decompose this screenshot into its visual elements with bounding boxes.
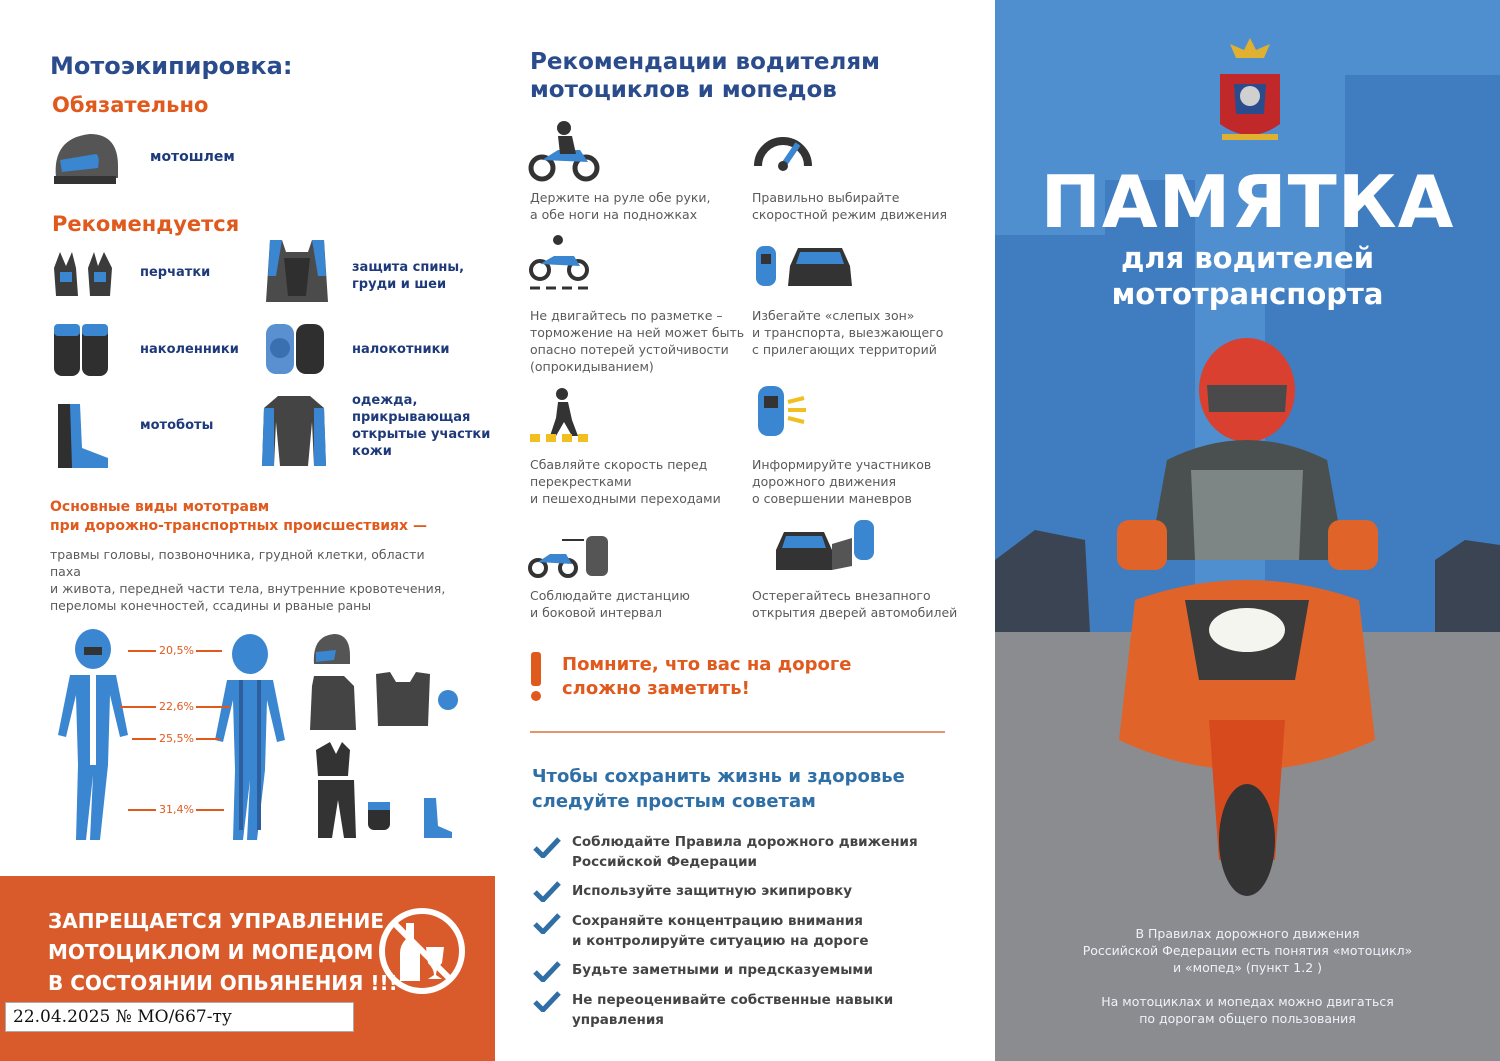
- gloves-label: перчатки: [140, 265, 211, 280]
- boots-label: мотоботы: [140, 418, 214, 433]
- remember-notice: Помните, что вас на дороге сложно заметить!: [562, 654, 852, 699]
- advice-item: Сохраняйте концентрацию внимания и контролируйте ситуацию на дороге: [572, 913, 869, 949]
- tip-hands: Держите на руле обе руки, а обе ноги на подножках: [530, 190, 711, 222]
- check-icon: [532, 912, 562, 934]
- advice-item: Будьте заметными и предсказуемыми: [572, 962, 873, 978]
- recommendations-title: Рекомендации водителям мотоциклов и мопедов: [530, 49, 880, 103]
- tip-speed: Правильно выбирайте скоростной режим движения: [752, 190, 948, 222]
- boots-icon: [50, 400, 112, 472]
- check-icon: [532, 960, 562, 982]
- mandatory-heading: Обязательно: [52, 93, 209, 117]
- knee-pads-label: наколенники: [140, 342, 239, 357]
- elbow-pads-icon: [262, 318, 328, 380]
- advice-item: Используйте защитную экипировку: [572, 883, 853, 899]
- injuries-title: Основные виды мототравм при дорожно-транспортных происшествиях —: [50, 499, 427, 534]
- pct-arrow: [120, 706, 156, 708]
- check-icon: [532, 880, 562, 902]
- advice-title: Чтобы сохранить жизнь и здоровье следуйте простым советам: [532, 766, 905, 812]
- helmet-icon: [50, 128, 122, 188]
- equipment-title: Мотоэкипировка:: [50, 52, 293, 80]
- advice-item: Не переоценивайте собственные навыки управления: [572, 992, 894, 1028]
- exclamation-icon: [526, 650, 546, 702]
- cover-info: В Правилах дорожного движения Российской Федерации есть понятия «мотоцикл» и «мопед» (пункт 1.2 ) На мотоциклах и мопедах можно двигаться по дорогам общего пользования: [1082, 926, 1413, 1026]
- rider-figure-front: [48, 625, 138, 847]
- pct-arrow: [196, 706, 230, 708]
- pct-torso: 25,5%: [159, 732, 194, 745]
- pct-arrow: [128, 650, 156, 652]
- pct-head: 20,5%: [159, 644, 194, 657]
- no-alcohol-icon: [376, 905, 468, 997]
- helmet-label: мотошлем: [150, 149, 235, 165]
- pedestrian-crossing-icon: [528, 386, 590, 444]
- tip-distance: Соблюдайте дистанцию и боковой интервал: [530, 588, 690, 620]
- document-stamp: 22.04.2025 № МО/667-ту: [5, 1002, 354, 1032]
- cover-subtitle: для водителей мототранспорта: [1111, 241, 1384, 311]
- ban-text: ЗАПРЕЩАЕТСЯ УПРАВЛЕНИЕ МОТОЦИКЛОМ И МОПЕДОМ В СОСТОЯНИИ ОПЬЯНЕНИЯ !!!: [48, 909, 398, 995]
- check-icon: [532, 990, 562, 1012]
- pct-arrow: [196, 738, 220, 740]
- distance-icon: [528, 530, 610, 578]
- pct-legs: 31,4%: [159, 803, 194, 816]
- police-emblem-icon: [1214, 34, 1286, 148]
- advice-item: Соблюдайте Правила дорожного движения Российской Федерации: [572, 834, 918, 870]
- tip-crossings: Сбавляйте скорость перед перекрестками и пешеходными переходами: [530, 457, 721, 506]
- car-door-icon: [772, 514, 880, 574]
- clothing-label: одежда, прикрывающая открытые участки кожи: [352, 393, 491, 459]
- motorcyclist-icon: [528, 120, 600, 182]
- injuries-text: травмы головы, позвоночника, грудной клетки, области паха и живота, передней части тела, внутренние кровотечения, переломы конечностей, ссадины и рваные раны: [50, 547, 446, 613]
- speedometer-icon: [752, 122, 814, 172]
- tip-doors: Остерегайтесь внезапного открытия дверей автомобилей: [752, 588, 958, 620]
- gloves-icon: [50, 248, 118, 300]
- pct-arrow: [196, 809, 224, 811]
- cover-title: ПАМЯТКА: [1040, 160, 1455, 244]
- back-protector-icon: [262, 236, 332, 306]
- tip-blind-spots: Избегайте «слепых зон» и транспорта, выезжающего с прилегающих территорий: [752, 308, 944, 357]
- jacket-icon: [258, 392, 330, 470]
- divider: [530, 731, 945, 733]
- pct-arrow: [132, 738, 156, 740]
- gear-set-icon: [300, 630, 460, 840]
- pct-arrow: [196, 650, 222, 652]
- blind-spot-icon: [750, 240, 856, 292]
- pct-chest: 22,6%: [159, 700, 194, 713]
- road-marking-icon: [528, 234, 590, 294]
- back-protection-label: защита спины, груди и шеи: [352, 260, 465, 292]
- knee-pads-icon: [50, 320, 112, 382]
- tip-signal: Информируйте участников дорожного движения о совершении маневров: [752, 457, 932, 506]
- turn-signal-icon: [750, 380, 808, 442]
- tip-marking: Не двигайтесь по разметке – торможение на ней может быть опасно потерей устойчивости (опрокидыванием): [530, 308, 745, 374]
- check-icon: [532, 836, 562, 858]
- elbow-pads-label: налокотники: [352, 342, 450, 357]
- pct-arrow: [128, 809, 156, 811]
- recommended-heading: Рекомендуется: [52, 212, 240, 236]
